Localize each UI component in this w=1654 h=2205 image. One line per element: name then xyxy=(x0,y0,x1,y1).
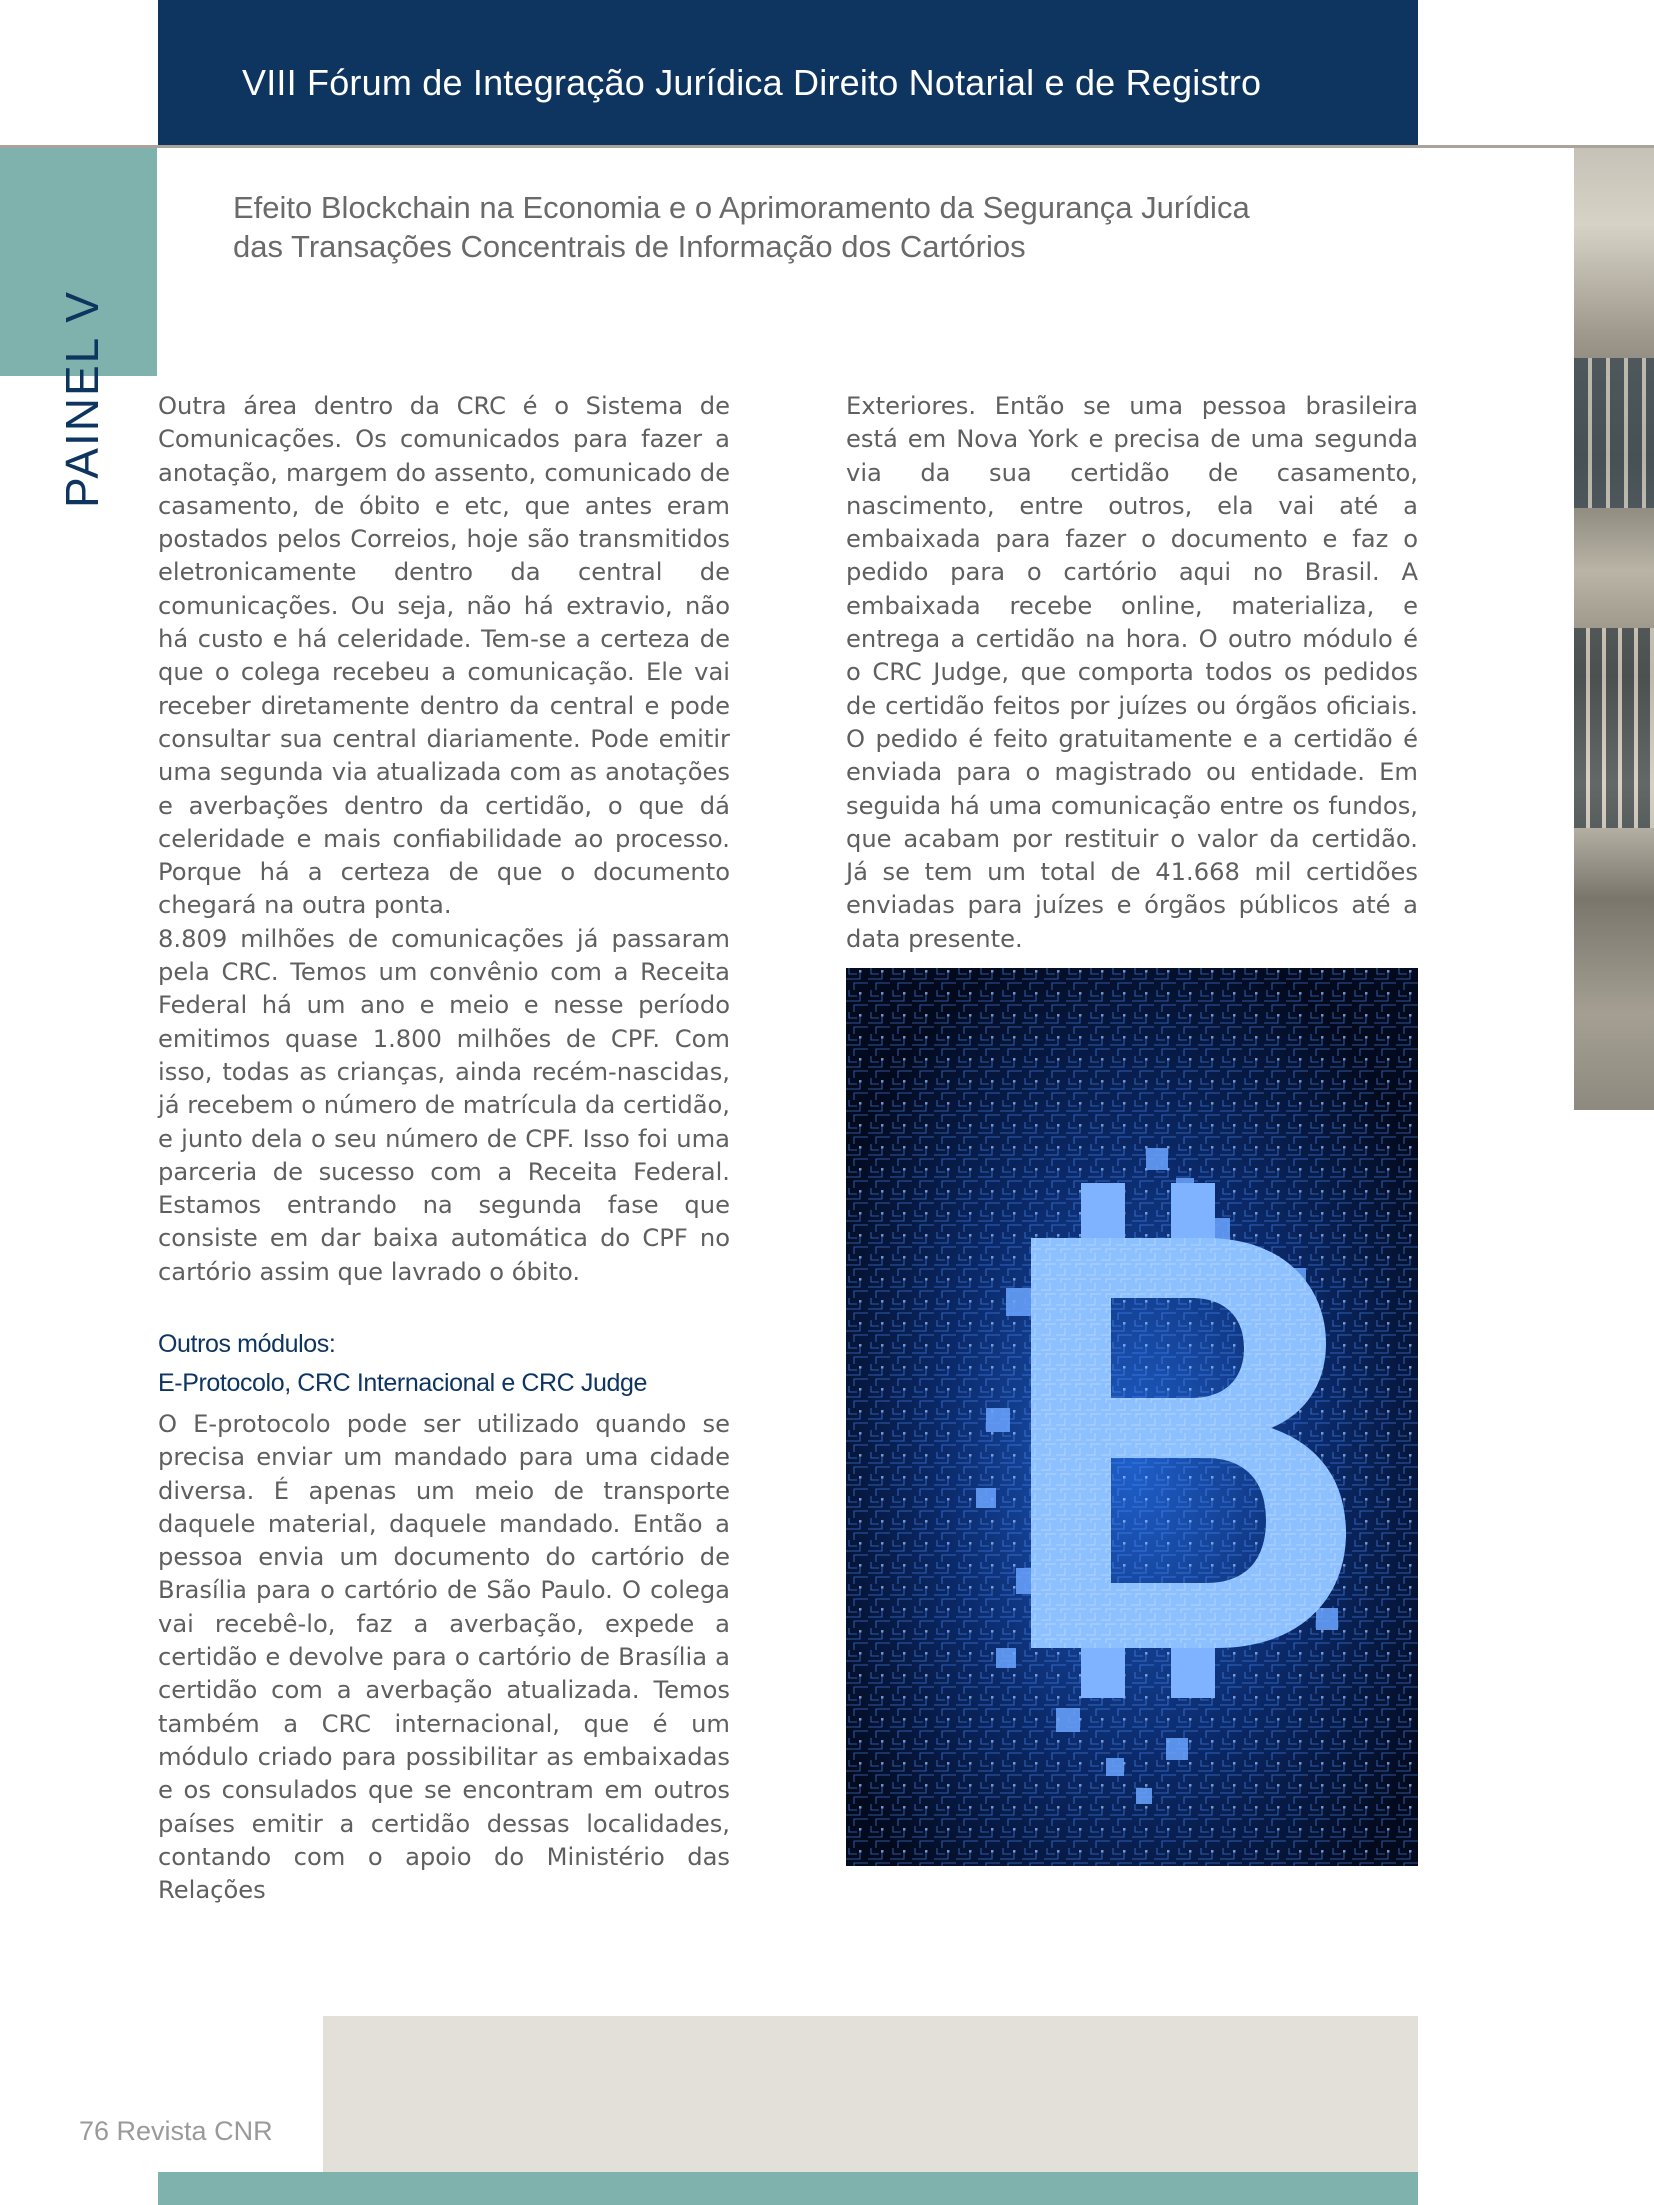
bitcoin-image xyxy=(846,968,1418,1866)
footer-box xyxy=(323,2016,1418,2172)
header-bar xyxy=(158,0,1418,145)
side-tab xyxy=(0,148,157,508)
header-title: VIII Fórum de Integração Jurídica Direito Notarial e de Registro xyxy=(242,62,1262,103)
section-heading-modules: Outros módulos: xyxy=(158,1330,336,1358)
footer-bar xyxy=(158,2172,1418,2205)
paragraph-crc-judge: Exteriores. Então se uma pessoa brasileira está em Nova York e precisa de uma segunda via da sua certidão de casamento, nascimento, entre outros, ela vai até a embaixada para fazer o documento e faz o pedido para o cartório aqui no Brasil. A embaixada recebe online, materializa, e entrega a certidão na hora. O outro módulo é o CRC Judge, que comporta todos os pedidos de certidão feitos por juízes ou órgãos oficiais. O pedido é feito gratuitamente e a certidão é enviada para o magistrado ou entidade. Em seguida há uma comunicação entre os fundos, que acabam por restituir o valor da certidão. Já se tem um total de 41.668 mil certidões enviadas para juízes e órgãos públicos até a data presente. xyxy=(846,392,1418,953)
building-photo-strip xyxy=(1574,148,1654,1110)
paragraph-communications: Outra área dentro da CRC é o Sistema de Comunicações. Os comunicados para fazer a anotação, margem do assento, comunicado de casamento, de óbito e etc, que antes eram postados pelos Correios, hoje são transmitidos eletronicamente dentro da central de comunicações. Ou seja, não há extravio, não há custo e há celeridade. Tem-se a certeza de que o colega recebeu a comunicação. Ele vai receber diretamente dentro da central e pode consultar sua central diariamente. Pode emitir uma segunda via atualizada com as anotações e averbações dentro da certidão, o que dá celeridade e mais confiabilidade ao processo. Porque há a certeza de que o documento chegará na outra ponta. xyxy=(158,392,730,920)
header-divider xyxy=(0,145,1654,148)
article-subtitle xyxy=(233,188,1383,266)
section-heading-module-names: E-Protocolo, CRC Internacional e CRC Judge xyxy=(158,1369,647,1397)
left-column xyxy=(158,390,730,1289)
subtitle-line-2: das Transações Concentrais de Informação dos Cartórios xyxy=(233,229,1026,264)
paragraph-cpf: 8.809 milhões de comunicações já passaram pela CRC. Temos um convênio com a Receita Federal há um ano e meio e nesse período emitimos quase 1.800 milhões de CPF. Com isso, todas as crianças, ainda recém-nascidas, já recebem o número de matrícula da certidão, e junto dela o seu número de CPF. Isso foi uma parceria de sucesso com a Receita Federal. Estamos entrando na segunda fase que consiste em dar baixa automática do CPF no cartório assim que lavrado o óbito. xyxy=(158,924,730,1286)
right-column xyxy=(846,390,1418,956)
page-number: 76 Revista CNR xyxy=(79,2116,273,2146)
left-column-lower xyxy=(158,1408,730,1907)
side-tab-label: PAINEL V xyxy=(56,290,108,508)
bitcoin-icon xyxy=(846,968,1418,1866)
paragraph-e-protocolo: O E-protocolo pode ser utilizado quando se precisa enviar um mandado para uma cidade diversa. É apenas um meio de transporte daquele material, daquele mandado. Então a pessoa envia um documento do cartório de Brasília para o cartório de São Paulo. O colega vai recebê-lo, faz a averbação, expede a certidão e devolve para o cartório de Brasília a certidão com a averbação atualizada. Temos também a CRC internacional, que é um módulo criado para possibilitar as embaixadas e os consulados que se encontram em outros países emitir a certidão dessas localidades, contando com o apoio do Ministério das Relações xyxy=(158,1410,730,1905)
subtitle-line-1: Efeito Blockchain na Economia e o Aprimoramento da Segurança Jurídica xyxy=(233,190,1250,225)
